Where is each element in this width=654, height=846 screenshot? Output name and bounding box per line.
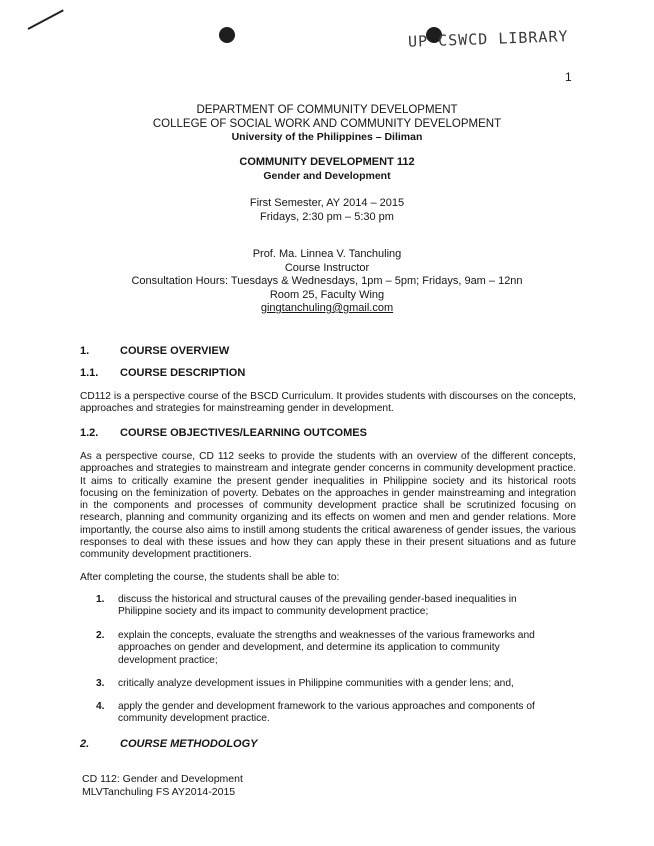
item-number: 3. — [96, 678, 105, 689]
course-title: Gender and Development — [263, 169, 391, 182]
instructor-name: Prof. Ma. Linnea V. Tanchuling — [252, 248, 402, 260]
department-line: DEPARTMENT OF COMMUNITY DEVELOPMENT — [196, 104, 458, 116]
section-number: 1.2. — [80, 427, 99, 439]
consultation-hours: Consultation Hours: Tuesdays & Wednesdays, 1pm – 5pm; Fridays, 9am – 12nn — [131, 275, 523, 287]
document-header — [0, 104, 654, 145]
instructor-role: Course Instructor — [284, 261, 370, 274]
section-number: 2. — [80, 738, 90, 750]
item-number: 4. — [96, 701, 105, 712]
page-footer — [82, 773, 243, 799]
item-text: critically analyze development issues in Philippine communities with a gender lens; and, — [118, 678, 514, 689]
schedule-line: Fridays, 2:30 pm – 5:30 pm — [260, 210, 394, 223]
item-text: discuss the historical and structural causes of the prevailing gender-based inequalities in Philippine society and its impact to community development practice; — [118, 594, 517, 618]
office-room: Room 25, Faculty Wing — [269, 288, 385, 301]
library-stamp: UP CSWCD LIBRARY — [407, 27, 569, 51]
section-number: 1. — [80, 345, 90, 357]
pen-mark — [28, 9, 64, 30]
section-number: 1.1. — [80, 367, 99, 379]
section-title: COURSE METHODOLOGY — [120, 738, 258, 750]
section-title: COURSE DESCRIPTION — [120, 367, 246, 379]
objectives-paragraph: As a perspective course, CD 112 seeks to provide the students with an overview of the different concepts, approaches and strategies to mainstream and integrate gender concerns in community development practice. It aims to critically examine the present gender inequalities in Philippine society and its historical roots focusing on the feminization of poverty. Debates on the approaches in gender mainstreaming and integration in the components and processes of community development practice shall be scrutinized focusing on research, planning and community organizing and its effects on women and men and gender relations. More importantly, the course also aims to instill among students the critical awareness of gender issues, the various responses to deal with these issues and how they can apply these in their present situations and as future community development practitioners. — [80, 451, 576, 561]
item-number: 1. — [96, 594, 105, 605]
schedule-block — [0, 197, 654, 224]
instructor-email[interactable]: gingtanchuling@gmail.com — [260, 302, 394, 314]
instructor-block — [0, 248, 654, 316]
outcomes-intro: After completing the course, the students shall be able to: — [80, 572, 340, 583]
footer-course: CD 112: Gender and Development — [82, 773, 243, 785]
page-number: 1 — [565, 70, 572, 84]
punch-hole-left — [219, 27, 235, 43]
section-title: COURSE OBJECTIVES/LEARNING OUTCOMES — [120, 427, 367, 439]
footer-author: MLVTanchuling FS AY2014-2015 — [82, 786, 236, 798]
course-description-text: CD112 is a perspective course of the BSCD Curriculum. It provides students with discourses on the concepts, approaches and strategies for mainstreaming gender in development. — [80, 391, 576, 415]
item-text: explain the concepts, evaluate the strengths and weaknesses of the various frameworks and approaches on gender and development, and determine its application to community development practice; — [118, 630, 535, 666]
item-text: apply the gender and development framework to the various approaches and components of community development practice. — [118, 701, 535, 725]
section-title: COURSE OVERVIEW — [120, 345, 230, 357]
university-line: University of the Philippines – Diliman — [231, 131, 423, 143]
semester-line: First Semester, AY 2014 – 2015 — [249, 197, 405, 209]
course-heading — [0, 156, 654, 183]
college-line: COLLEGE OF SOCIAL WORK AND COMMUNITY DEVELOPMENT — [152, 117, 502, 130]
item-number: 2. — [96, 630, 105, 641]
course-code: COMMUNITY DEVELOPMENT 112 — [239, 156, 415, 168]
